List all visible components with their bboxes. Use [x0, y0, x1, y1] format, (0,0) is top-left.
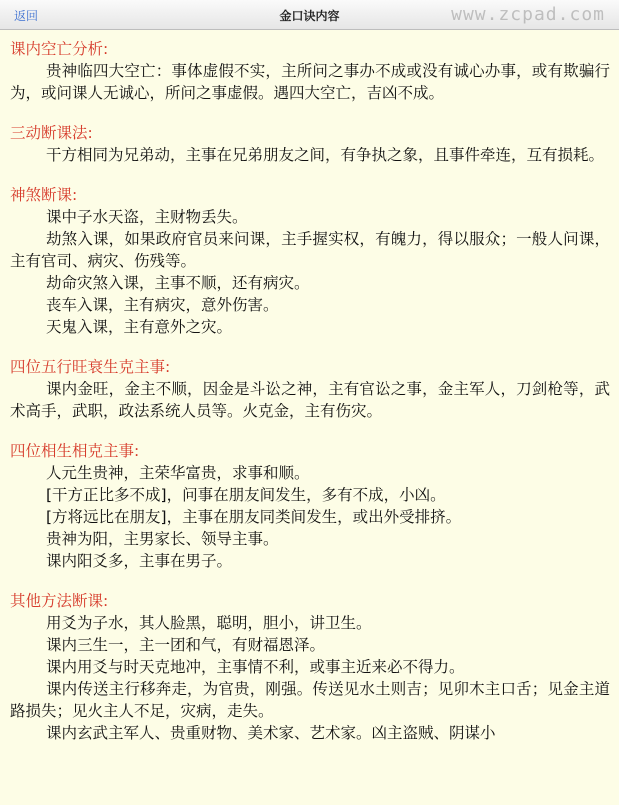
paragraph: 课中子水天盗，主财物丢失。 [46, 208, 248, 226]
paragraph: 课内传送主行移奔走，为官贵，刚强。传送见水土则吉；见卯木主口舌；见金主道路损失；见火主人不足，灾病，走失。 [10, 680, 610, 720]
paragraph: 课内三生一，主一团和气，有财福恩泽。 [46, 636, 326, 654]
section-xiangsheng [10, 440, 610, 572]
paragraph: 人元生贵神，主荣华富贵，求事和顺。 [46, 464, 310, 482]
section-wuxing [10, 356, 610, 422]
section-sandong [10, 122, 610, 166]
paragraph: [方将远比在朋友]，主事在朋友同类间发生，或出外受排挤。 [46, 508, 462, 526]
article-content [10, 38, 610, 744]
back-button[interactable]: 返回 [14, 9, 39, 23]
nav-bar [0, 0, 619, 30]
section-shensha [10, 184, 610, 338]
paragraph: 课内用爻与时天克地冲，主事情不利，或事主近来必不得力。 [46, 658, 465, 676]
paragraph: 劫煞入课，如果政府官员来问课，主手握实权，有魄力，得以服众；一般人问课，主有官司、病灾、伤残等。 [10, 230, 610, 270]
watermark: www.zcpad.com [451, 4, 605, 25]
section-qita [10, 590, 610, 744]
paragraph: 天鬼入课，主有意外之灾。 [46, 318, 233, 336]
section-title: 四位相生相克主事: [10, 442, 140, 460]
paragraph: [干方正比多不成]，问事在朋友间发生，多有不成，小凶。 [46, 486, 446, 504]
section-title: 其他方法断课: [10, 592, 109, 610]
paragraph: 丧车入课，主有病灾，意外伤害。 [46, 296, 279, 314]
paragraph: 贵神为阳，主男家长、领导主事。 [46, 530, 279, 548]
section-title: 课内空亡分析: [10, 40, 109, 58]
section-title: 三动断课法: [10, 124, 93, 142]
paragraph: 劫命灾煞入课，主事不顺，还有病灾。 [46, 274, 310, 292]
section-title: 神煞断课: [10, 186, 78, 204]
paragraph: 课内金旺，金主不顺，因金是斗讼之神，主有官讼之事，金主军人，刀剑枪等，武术高手，武职，政法系统人员等。火克金，主有伤灾。 [10, 380, 610, 420]
section-kongwang [10, 38, 610, 104]
paragraph: 贵神临四大空亡：事体虚假不实，主所问之事办不成或没有诚心办事，或有欺骗行为，或问课人无诚心，所问之事虚假。遇四大空亡，吉凶不成。 [10, 62, 610, 102]
paragraph: 用爻为子水，其人脸黑，聪明，胆小，讲卫生。 [46, 614, 372, 632]
paragraph: 课内玄武主军人、贵重财物、美术家、艺术家。凶主盗贼、阴谋小 [46, 724, 496, 742]
page-title: 金口诀内容 [279, 9, 340, 23]
paragraph: 干方相同为兄弟动，主事在兄弟朋友之间，有争执之象，且事件牵连，互有损耗。 [46, 146, 605, 164]
section-title: 四位五行旺衰生克主事: [10, 358, 171, 376]
paragraph: 课内阳爻多，主事在男子。 [46, 552, 233, 570]
